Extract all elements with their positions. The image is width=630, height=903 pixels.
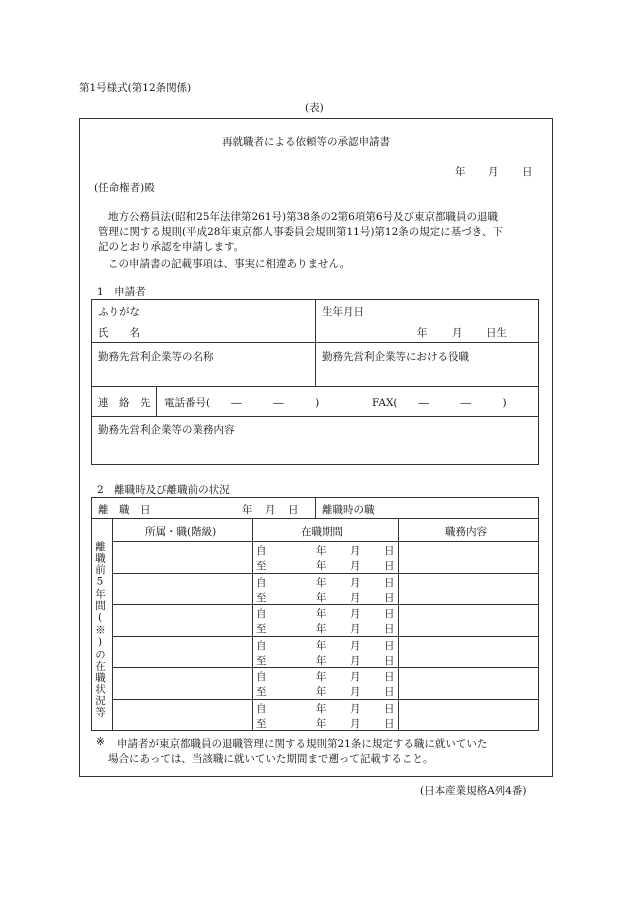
period-to: 至 xyxy=(256,560,267,572)
period-m[interactable]: 月 xyxy=(350,671,361,684)
retire-job-label: 離職時の職 xyxy=(322,504,375,516)
birth-label: 生年月日 xyxy=(322,306,364,318)
period-to: 至 xyxy=(256,686,267,699)
birth-year[interactable]: 年 xyxy=(417,327,428,339)
retire-day[interactable]: 日 xyxy=(288,504,299,516)
form-title: 再就職者による依頼等の承認申請書 xyxy=(222,136,390,148)
period-m[interactable]: 月 xyxy=(350,545,361,557)
period-m[interactable]: 月 xyxy=(350,576,361,589)
period-d[interactable]: 日 xyxy=(384,608,395,621)
period-to: 至 xyxy=(256,623,267,636)
col-duty-header: 職務内容 xyxy=(445,526,487,538)
period-y[interactable]: 年 xyxy=(316,576,327,589)
company-name-label: 勤務先営利企業等の名称 xyxy=(98,351,214,363)
addressee: (任命権者)殿 xyxy=(94,182,155,194)
birth-day[interactable]: 日生 xyxy=(486,327,507,339)
section2-heading: 2 離職時及び離職前の状況 xyxy=(97,484,230,496)
period-d[interactable]: 日 xyxy=(384,703,395,715)
phone-field[interactable]: 電話番号( ― ― ) xyxy=(164,397,320,409)
retire-year[interactable]: 年 xyxy=(242,504,253,516)
period-m[interactable]: 月 xyxy=(350,654,361,667)
period-y[interactable]: 年 xyxy=(316,639,327,652)
period-from: 自 xyxy=(256,639,267,652)
period-d[interactable]: 日 xyxy=(384,560,395,572)
company-position-label: 勤務先営利企業等における役職 xyxy=(322,351,469,363)
period-y[interactable]: 年 xyxy=(316,718,327,730)
period-d[interactable]: 日 xyxy=(384,576,395,589)
period-from: 自 xyxy=(256,545,267,557)
col-period-header: 在職期間 xyxy=(301,526,343,538)
retire-date-label: 離 職 日 xyxy=(98,504,151,516)
period-d[interactable]: 日 xyxy=(384,686,395,699)
note-line-1: 申請者が東京都職員の退職管理に関する規則第21条に規定する職に就いていた xyxy=(117,738,488,750)
date-day[interactable]: 日 xyxy=(522,166,533,178)
period-d[interactable]: 日 xyxy=(384,639,395,652)
period-y[interactable]: 年 xyxy=(316,654,327,667)
period-y[interactable]: 年 xyxy=(316,591,327,604)
period-from: 自 xyxy=(256,576,267,589)
intro-line-1: 地方公務員法(昭和25年法律第261号)第38条の2第6項第6号及び東京都職員の退職 xyxy=(108,211,498,223)
form-number: 第1号様式(第12条関係) xyxy=(79,82,192,94)
period-m[interactable]: 月 xyxy=(350,608,361,621)
name-label: 氏 名 xyxy=(98,327,140,339)
note-mark: ※ xyxy=(96,736,105,748)
section1-heading: 1 申請者 xyxy=(97,286,146,298)
period-y[interactable]: 年 xyxy=(316,686,327,699)
period-from: 自 xyxy=(256,703,267,715)
note-line-2: 場合にあっては、当該職に就いていた期間まで遡って記載すること。 xyxy=(108,753,434,765)
fax-field[interactable]: FAX( ― ― ) xyxy=(372,397,507,409)
period-m[interactable]: 月 xyxy=(350,560,361,572)
vertical-label: 離職前5年間(※)の在職状況等 xyxy=(94,541,106,718)
period-d[interactable]: 日 xyxy=(384,671,395,684)
intro-line-2: 管理に関する規則(平成28年東京都人事委員会規則第11号)第12条の規定に基づき、下 xyxy=(98,226,503,238)
col-dept-header: 所属・職(階級) xyxy=(145,526,217,538)
period-from: 自 xyxy=(256,608,267,621)
side-indicator: (表) xyxy=(305,102,324,114)
period-y[interactable]: 年 xyxy=(316,671,327,684)
period-d[interactable]: 日 xyxy=(384,591,395,604)
date-year[interactable]: 年 xyxy=(455,166,466,178)
intro-line-3: 記のとおり承認を申請します。 xyxy=(98,241,245,253)
period-m[interactable]: 月 xyxy=(350,703,361,715)
period-m[interactable]: 月 xyxy=(350,623,361,636)
period-d[interactable]: 日 xyxy=(384,545,395,557)
period-d[interactable]: 日 xyxy=(384,623,395,636)
paper-size: (日本産業規格A列4番) xyxy=(420,785,527,797)
period-y[interactable]: 年 xyxy=(316,608,327,621)
period-y[interactable]: 年 xyxy=(316,623,327,636)
period-to: 至 xyxy=(256,654,267,667)
contact-label: 連 絡 先 xyxy=(98,397,151,409)
period-from: 自 xyxy=(256,671,267,684)
period-m[interactable]: 月 xyxy=(350,639,361,652)
period-m[interactable]: 月 xyxy=(350,686,361,699)
date-month[interactable]: 月 xyxy=(488,166,499,178)
retire-month[interactable]: 月 xyxy=(265,504,276,516)
period-m[interactable]: 月 xyxy=(350,591,361,604)
period-y[interactable]: 年 xyxy=(316,703,327,715)
period-m[interactable]: 月 xyxy=(350,718,361,730)
intro-line-4: この申請書の記載事項は、事実に相違ありません。 xyxy=(108,258,351,270)
birth-month[interactable]: 月 xyxy=(452,327,463,339)
furigana-label: ふりがな xyxy=(98,306,140,318)
period-y[interactable]: 年 xyxy=(316,545,327,557)
business-label: 勤務先営利企業等の業務内容 xyxy=(98,424,235,436)
period-to: 至 xyxy=(256,591,267,604)
period-y[interactable]: 年 xyxy=(316,560,327,572)
period-d[interactable]: 日 xyxy=(384,654,395,667)
period-to: 至 xyxy=(256,718,267,730)
period-d[interactable]: 日 xyxy=(384,718,395,730)
